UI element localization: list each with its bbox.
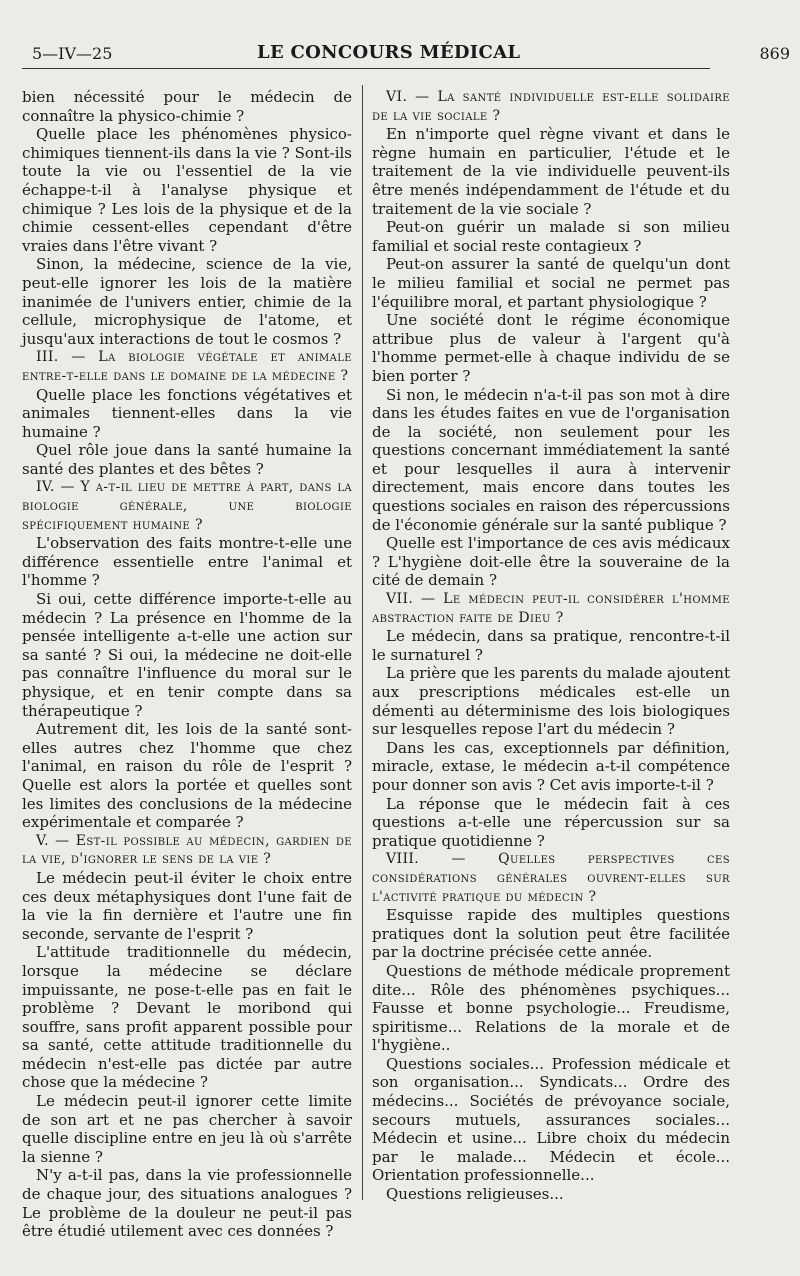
paragraph: Questions de méthode médicale proprement dite... Rôle des phénomènes psychiques... Fausse et bonne psychologie... Freudisme, spiritisme... Relations de la morale et de l'hygiène.. (372, 961, 730, 1055)
paragraph: Le médecin, dans sa pratique, rencontre-t-il le surnaturel ? (372, 627, 730, 664)
paragraph: Quelle est l'importance de ces avis médicaux ? L'hygiène doit-elle être la souveraine de la cité de demain ? (372, 534, 730, 590)
paragraph: Le médecin peut-il ignorer cette limite de son art et ne pas chercher à savoir quelle discipline entre en jeu là où s'arrête la sienne ? (22, 1092, 352, 1166)
paragraph: La réponse que le médecin fait à ces questions a-t-elle une répercussion sur sa pratique quotidienne ? (372, 794, 730, 850)
paragraph: Le médecin peut-il éviter le choix entre ces deux métaphysiques dont l'une fait de la vie la fin dernière et l'autre une fin seconde, servante de l'esprit ? (22, 868, 352, 943)
section-title-viii: VIII. — Quelles perspectives ces considérations générales ouvrent-elles sur l'activité pratique du médecin ? (372, 851, 730, 905)
paragraph: Si non, le médecin n'a-t-il pas son mot à dire dans les études faites en vue de l'organisation de la société, non seulement pour les questions concernant immédiatement la santé et pour lesquelles il aura à intervenir directement, mais encore dans toutes les questions sociales en raison des répercussions de l'économie générale sur la santé publique ? (372, 385, 730, 534)
section-title-v: V. — Est-il possible au médecin, gardien de la vie, d'ignorer le sens de la vie ? (22, 832, 352, 868)
paragraph: Quel rôle joue dans la santé humaine la santé des plantes et des bêtes ? (22, 441, 352, 478)
issue-date: 5—IV—25 (32, 44, 113, 63)
paragraph: L'observation des faits montre-t-elle une différence essentielle entre l'animal et l'homme ? (22, 534, 352, 590)
paragraph: Sinon, la médecine, science de la vie, peut-elle ignorer les lois de la matière inanimée de l'univers entier, chimie de la cellule, microphysique de l'atome, et jusqu'aux interactions de tout le cosmos ? (22, 255, 352, 348)
paragraph: N'y a-t-il pas, dans la vie professionnelle de chaque jour, des situations analogues ? Le problème de la douleur ne peut-il pas être étudié utilement avec ces données ? (22, 1166, 352, 1241)
page-number: 869 (759, 44, 790, 63)
paragraph: bien nécessité pour le médecin de connaître la physico-chimie ? (22, 88, 352, 125)
paragraph: Si oui, cette différence importe-t-elle au médecin ? La présence en l'homme de la pensée intelligente a-t-elle une action sur sa santé ? Si oui, la médecine ne doit-elle pas connaître l'influence du moral sur le physique, et en tenir compte dans sa thérapeutique ? (22, 590, 352, 720)
paragraph: Une société dont le régime économique attribue plus de valeur à l'argent qu'à l'homme permet-elle à chaque individu de se bien porter ? (372, 311, 730, 385)
paragraph: Questions religieuses... (386, 1185, 564, 1204)
right-column (372, 88, 730, 1204)
paragraph: Esquisse rapide des multiples questions pratiques dont la solution peut être facilitée par la doctrine précisée cette année. (372, 906, 730, 962)
paragraph: Quelle place les fonctions végétatives et animales tiennent-elles dans la vie humaine ? (22, 385, 352, 441)
paragraph: Dans les cas, exceptionnels par définition, miracle, extase, le médecin a-t-il compétence pour donner son avis ? Cet avis importe-t-il ? (372, 738, 730, 794)
left-column (22, 88, 352, 1241)
paragraph: L'attitude traditionnelle du médecin, lorsque la médecine se déclare impuissante, ne pose-t-elle pas en fait le problème ? Devant le moribond qui souffre, sans profit apparent possible pour sa santé, cette attitude traditionnelle du médecin n'est-elle pas dictée par autre chose que la médecine ? (22, 943, 352, 1092)
paragraph: Autrement dit, les lois de la santé sont-elles autres chez l'homme que chez l'animal, en raison du rôle de l'esprit ? Quelle est alors la portée et quelles sont les limites des conclusions de la médecine expérimentale et comparée ? (22, 720, 352, 832)
section-title-iii: III. — La biologie végétale et animale entre-t-elle dans le domaine de la médecine ? (22, 349, 352, 384)
paragraph: Questions sociales... Profession médicale et son organisation... Syndicats... Ordre des médecins... Sociétés de prévoyance sociale, secours mutuels, assurances sociales... Médecin et usine... Libre choix du médecin par le malade... Médecin et école... Orientation professionnelle... (372, 1054, 730, 1185)
section-title-iv: IV. — Y a-t-il lieu de mettre à part, dans la biologie générale, une biologie spécifiquement humaine ? (22, 479, 352, 533)
section-title-vi: VI. — La santé individuelle est-elle solidaire de la vie sociale ? (372, 89, 730, 124)
paragraph: La prière que les parents du malade ajoutent aux prescriptions médicales est-elle un démenti au déterminisme des lois biologiques sur lesquelles repose l'art du médecin ? (372, 664, 730, 739)
paragraph: Peut-on assurer la santé de quelqu'un dont le milieu familial et social ne permet pas l'équilibre moral, et partant physiologique ? (372, 255, 730, 311)
paragraph: En n'importe quel règne vivant et dans le règne humain en particulier, l'étude et le traitement de la vie individuelle peuvent-ils être menés indépendamment de l'étude et du traitement de la vie sociale ? (372, 125, 730, 218)
paragraph: Peut-on guérir un malade si son milieu familial et social reste contagieux ? (372, 218, 730, 255)
paragraph: Quelle place les phénomènes physico-chimiques tiennent-ils dans la vie ? Sont-ils toute la vie ou l'essentiel de la vie échappe-t-il à l'analyse physique et chimique ? Les lois de la physique et de la chimie cessent-elles cependant d'être vraies dans l'être vivant ? (22, 125, 352, 255)
column-divider (362, 85, 363, 1200)
section-title-vii: VII. — Le médecin peut-il considérer l'homme abstraction faite de Dieu ? (372, 591, 730, 626)
journal-title: LE CONCOURS MÉDICAL (257, 42, 521, 63)
running-header (22, 42, 790, 69)
